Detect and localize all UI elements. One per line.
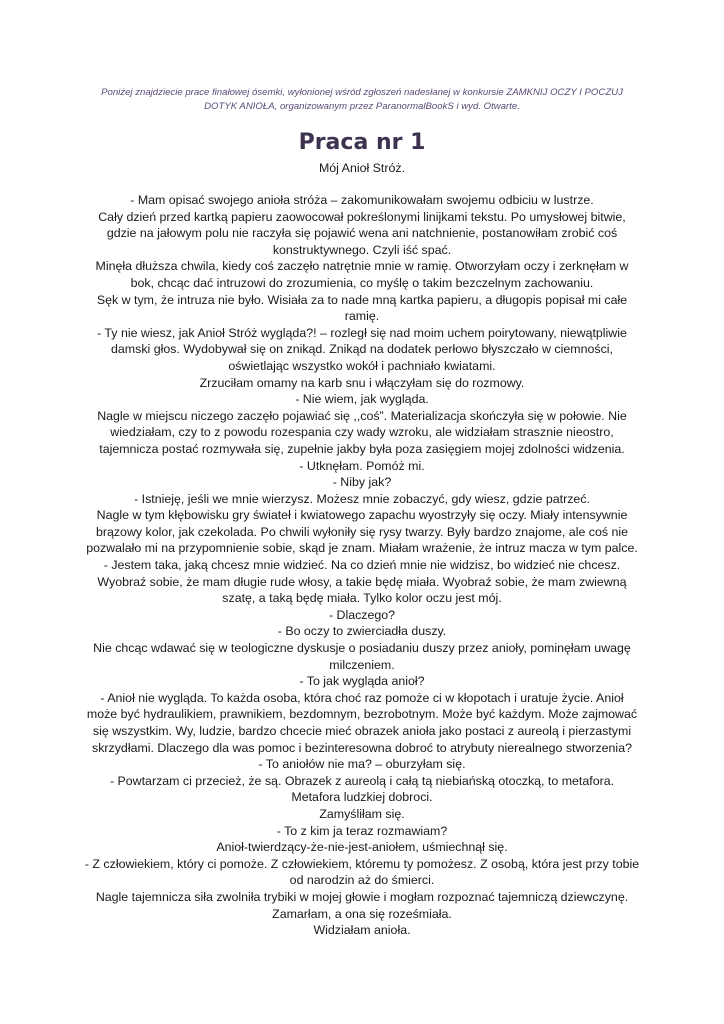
paragraph: Sęk w tym, że intruza nie było. Wisiała za to nade mną kartka papieru, a długopis popisał mi całe ramię. [96,292,628,324]
paragraph: - Bo oczy to zwierciadła duszy. [277,624,447,639]
story-body [84,192,640,939]
paragraph: - Mam opisać swojego anioła stróża – zakomunikowałam swojemu odbiciu w lustrze. [130,193,594,207]
paragraph: Nagle w miejscu niczego zaczęło pojawiać się ,,coś”. Materializacja skończyła się w połowie. Nie wiedziałam, czy to z powodu rozespania czy wady wzroku, ale widziałam strasznie nieostro, tajemnicza postać rozmywała się, zupełnie jakby była poza zasięgiem mojej zdolności widzenia. [97,408,627,456]
paragraph: - To z kim ja teraz rozmawiam? [276,823,448,838]
paragraph: Nagle tajemnicza siła zwolniła trybiki w mojej głowie i mogłam rozpoznać tajemniczą dziewczynę. Zamarłam, a ona się roześmiała. [95,889,629,921]
paragraph: - Niby jak? [332,475,392,490]
paragraph: Nagle w tym kłębowisku gry świateł i kwiatowego zapachu wyostrzyły się oczy. Miały intensywnie brązowy kolor, jak czekolada. Po chwili wyłoniły się rysy twarzy. Były bardzo znajome, ale coś nie pozwalało mi na przypomnienie sobie, skąd je znam. Miałam wrażenie, że intruz macza w tym palce. [86,508,638,556]
paragraph: Zamyśliłam się. [319,806,405,821]
paragraph: - Ty nie wiesz, jak Anioł Stróż wygląda?! – rozległ się nad moim uchem poirytowany, niewątpliwie damski głos. Wydobywał się on znikąd. Znikąd na dodatek perłowo błyszczało w ciemności, oświetlając wszystko wokół i pachniało kwiatami. [97,325,627,373]
paragraph: - Anioł nie wygląda. To każda osoba, która choć raz pomoże ci w kłopotach i uratuje życie. Anioł może być hydraulikiem, prawnikiem, bezdomnym, bezrobotnym. Może być każdym. Może zajmować się wszystkim. Wy, ludzie, bardzo chcecie mieć obrazek anioła jako postaci z aureolą i pierzastymi skrzydłami. Dlaczego dla was pomoc i bezinteresowna dobroć to atrybuty nierealnego stworzenia? [86,690,638,755]
paragraph: Cały dzień przed kartką papieru zaowocował pokreślonymi linijkami tekstu. Po umysłowej bitwie, gdzie na jałowym polu nie raczyła się pojawić wena ani natchnienie, postanowiłam zrobić coś konstruktywnego. Czyli iść spać. [98,209,626,257]
story-subtitle: Mój Anioł Stróż. [318,161,406,175]
paragraph: Anioł-twierdzący-że-nie-jest-aniołem, uśmiechnął się. [216,840,508,855]
page-title: Praca nr 1 [298,130,426,155]
paragraph: Widziałam anioła. [313,923,411,938]
paragraph: - Powtarzam ci przecież, że są. Obrazek z aureolą i całą tą niebiańską otoczką, to metafora. Metafora ludzkiej dobroci. [109,773,615,805]
paragraph: - Dlaczego? [328,607,396,622]
paragraph: Minęła dłuższa chwila, kiedy coś zaczęło natrętnie mnie w ramię. Otworzyłam oczy i zerknęłam w bok, chcąc dać intruzowi do zrozumienia, co myślę o takim bezczelnym zachowaniu. [95,259,629,290]
paragraph: - Utknęłam. Pomóż mi. [299,458,425,473]
paragraph: - To aniołów nie ma? – oburzyłam się. [258,757,466,772]
paragraph: Nie chcąc wdawać się w teologiczne dyskusje o posiadaniu duszy przez anioły, pominęłam uwagę milczeniem. [93,641,631,672]
paragraph: - To jak wygląda anioł? [299,674,425,689]
contest-intro: Poniżej znajdziecie prace finałowej ósemki, wyłonionej wśród zgłoszeń nadesłanej w konkursie ZAMKNIJ OCZY I POCZUJ DOTYK ANIOŁA, organizowanym przez ParanormalBookS i wyd. Otwarte. [101,87,623,112]
paragraph: Zrzuciłam omamy na karb snu i włączyłam się do rozmowy. [199,375,525,390]
paragraph: - Nie wiem, jak wygląda. [295,392,429,407]
paragraph: - Z człowiekiem, który ci pomoże. Z człowiekiem, któremu ty pomożesz. Z osobą, która jest przy tobie od narodzin aż do śmierci. [84,856,640,888]
paragraph: - Istnieję, jeśli we mnie wierzysz. Możesz mnie zobaczyć, gdy wiesz, gdzie patrzeć. [134,491,590,506]
paragraph: - Jestem taka, jaką chcesz mnie widzieć. Na co dzień mnie nie widzisz, bo widzieć nie chcesz. Wyobraź sobie, że mam długie rude włosy, a takie będę miała. Wyobraź sobie, że mam zwiewną szatę, a taką będę miała. Tylko kolor oczu jest mój. [97,558,627,606]
